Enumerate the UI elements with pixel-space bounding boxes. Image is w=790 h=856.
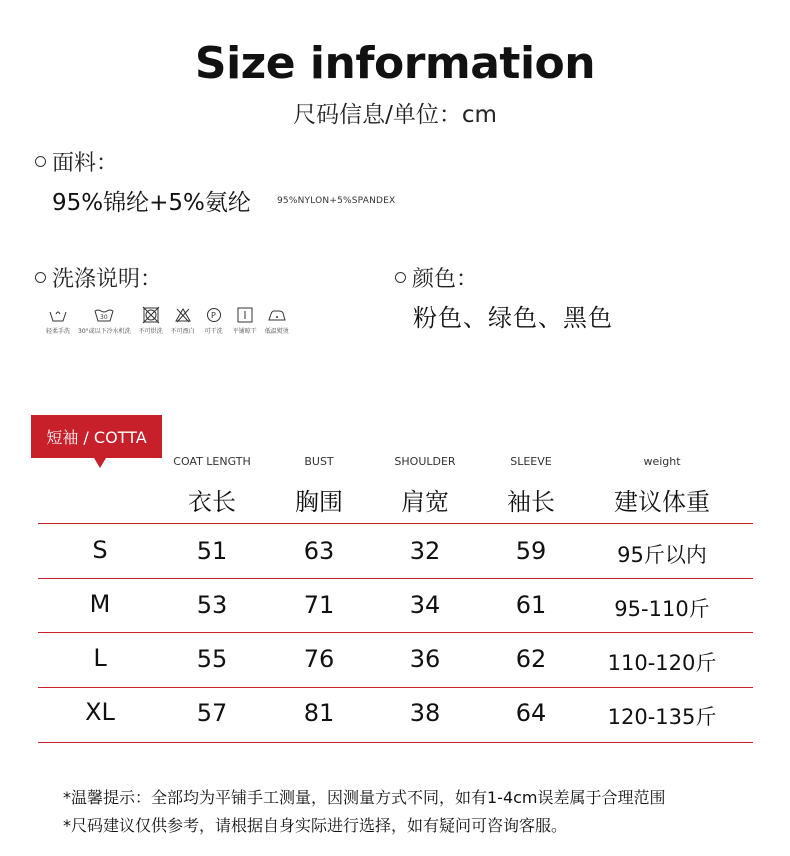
table-cell: 36 [409,645,441,673]
wash-item: 低温熨烫 [265,306,289,342]
table-cell: 61 [515,591,547,619]
iron-low-icon [266,306,288,324]
fabric-value: 95%锦纶+5%氨纶 [52,190,251,216]
column-header-cn: 建议体重 [614,488,710,516]
weight-cell: 95-110斤 [614,597,710,621]
table-divider [38,578,753,579]
column-header-en: weight [643,455,681,468]
svg-text:P: P [210,311,216,320]
wash-label: 洗涤说明： [52,267,163,292]
table-cell: 38 [409,699,441,727]
column-header-en: BUST [304,455,334,468]
colors-value: 粉色、绿色、黑色 [413,304,613,332]
table-cell: 55 [196,645,228,673]
colors-heading [395,262,478,293]
dry-clean-p-icon [203,306,225,324]
table-cell: 32 [409,537,441,565]
column-header-cn: 袖长 [507,488,555,516]
table-cell: 34 [409,591,441,619]
column-header-en: SHOULDER [394,455,456,468]
table-divider [38,687,753,688]
no-bleach-icon [172,306,194,324]
table-cell: 62 [515,645,547,673]
wash-item: 不可漂白 [171,306,195,342]
table-cell: 71 [303,591,335,619]
table-tag: 短袖 / COTTA [31,415,162,458]
table-cell: 51 [196,537,228,565]
fabric-value-en: 95%NYLON+5%SPANDEX [277,196,396,206]
page-title: Size information [194,38,596,89]
size-cell: XL [85,698,115,726]
column-header-cn: 肩宽 [401,488,449,516]
table-cell: 57 [196,699,228,727]
size-cell: S [92,536,108,564]
column-header-en: SLEEVE [510,455,552,468]
bullet-circle-icon [35,156,46,167]
machine-wash-30-icon [93,306,115,324]
fabric-label: 面料： [52,151,119,176]
wash-item: 不可烘洗 [139,306,163,342]
bullet-circle-icon [395,272,406,283]
table-divider [38,523,753,524]
note-size-advice: *尺码建议仅供参考，请根据自身实际进行选择，如有疑问可咨询客服。 [63,816,568,835]
column-header-en: COAT LENGTH [173,455,251,468]
table-divider [38,742,753,743]
table-divider [38,632,753,633]
table-cell: 81 [303,699,335,727]
wash-icons-row [46,306,346,342]
table-cell: 59 [515,537,547,565]
column-header-cn: 胸围 [295,488,343,516]
dry-flat-icon [234,306,256,324]
tag-arrow-icon [94,458,106,468]
table-cell: 53 [196,591,228,619]
weight-cell: 110-120斤 [607,651,717,675]
note-measurement: *温馨提示：全部均为平铺手工测量，因测量方式不同，如有1-4cm误差属于合理范围 [63,788,666,807]
wash-item: 30 30°或以下冷水机洗 [78,306,131,342]
table-cell: 63 [303,537,335,565]
bullet-circle-icon [35,272,46,283]
svg-text:30: 30 [100,314,108,321]
weight-cell: 95斤以内 [617,543,707,567]
table-cell: 64 [515,699,547,727]
page-subtitle: 尺码信息/单位：cm [293,102,497,128]
size-cell: L [93,644,107,672]
weight-cell: 120-135斤 [607,705,717,729]
column-header-cn: 衣长 [188,488,236,516]
table-cell: 76 [303,645,335,673]
hand-wash-icon [47,306,69,324]
fabric-heading [35,146,118,177]
wash-item: 轻柔手洗 [46,306,70,342]
colors-label: 颜色： [412,267,479,292]
size-cell: M [89,590,111,618]
no-tumble-dry-icon [140,306,162,324]
wash-heading [35,262,162,293]
wash-item: P 可干洗 [203,306,225,342]
wash-item: 平铺晾干 [233,306,257,342]
